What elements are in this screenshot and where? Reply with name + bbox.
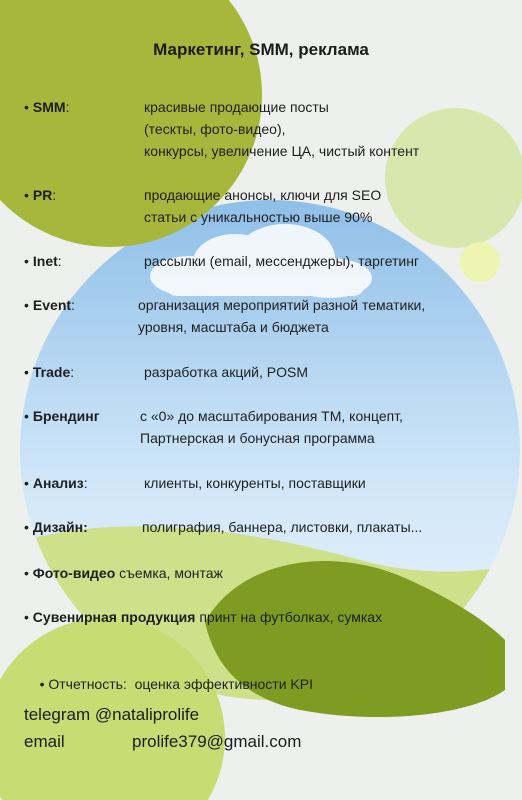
email-address[interactable]: prolife379@gmail.com [132, 732, 302, 751]
page-title: Маркетинг, SMM, реклама [153, 40, 369, 59]
service-label: • PR: [24, 187, 57, 203]
service-label: • Event: [24, 297, 75, 313]
service-description: красивые продающие посты (тескты, фото-видео), конкурсы, увеличение ЦА, чистый контент [144, 99, 420, 159]
service-description: организация мероприятий разной тематики, уровня, масштаба и бюджета [138, 297, 426, 335]
service-label: • SMM: [24, 99, 70, 115]
telegram-handle[interactable]: @nataliprolife [94, 705, 200, 724]
service-description: продающие анонсы, ключи для SEO статьи с уникальностью выше 90% [144, 187, 382, 225]
contact-email: email prolife379@gmail.com [24, 732, 302, 751]
contact-telegram: telegram @nataliprolife [24, 705, 200, 724]
service-item-photo-video: • Фото-видео съемка, монтаж [24, 565, 223, 581]
service-description: разработка акций, POSM [144, 364, 309, 380]
service-description: клиенты, конкуренты, поставщики [144, 475, 366, 491]
service-description: полиграфия, баннера, листовки, плакаты... [142, 519, 423, 535]
service-item-reporting: • Отчетность: оценка эффективности KPI [39, 676, 313, 692]
service-label: • Inet: [24, 253, 62, 269]
service-label: • Дизайн: [24, 519, 88, 535]
service-label: • Анализ: [24, 475, 88, 491]
service-label: • Брендинг [24, 408, 100, 424]
service-label: • Trade: [24, 364, 75, 380]
service-item-souvenirs: • Сувенирная продукция принт на футболках, сумках [24, 609, 383, 625]
service-description: с «0» до масштабирования ТМ, концепт, Партнерская и бонусная программа [140, 408, 403, 446]
service-description: рассылки (email, мессенджеры), таргетинг [144, 253, 420, 269]
